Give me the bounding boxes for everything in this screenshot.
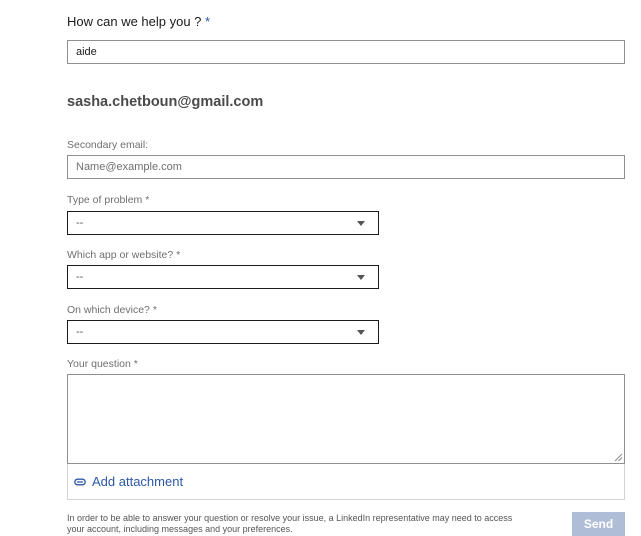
- your-question-textarea[interactable]: [67, 374, 625, 464]
- caret-down-icon: [357, 275, 365, 280]
- add-attachment-button[interactable]: [67, 464, 625, 500]
- secondary-email-input[interactable]: [67, 155, 625, 179]
- add-attachment-label: Add attachment: [92, 474, 184, 489]
- problem-type-select[interactable]: [67, 211, 379, 235]
- privacy-disclaimer: In order to be able to answer your question or resolve your issue, a LinkedIn representative may need to access your account, including messages and your preferences.: [67, 513, 513, 534]
- required-mark: *: [152, 304, 157, 316]
- help-question-label-text: How can we help you ?: [67, 14, 202, 29]
- secondary-email-label: Secondary email:: [67, 139, 149, 151]
- required-mark: *: [176, 249, 181, 261]
- resize-grip-icon[interactable]: [614, 453, 623, 462]
- required-mark: *: [133, 358, 138, 370]
- device-label-text: On which device?: [67, 304, 150, 316]
- send-button[interactable]: Send: [572, 512, 625, 536]
- help-question-label: [67, 14, 210, 29]
- app-website-select[interactable]: [67, 265, 379, 289]
- your-question-label-text: Your question: [67, 358, 131, 370]
- problem-type-selected: --: [76, 217, 84, 229]
- app-website-label: [67, 249, 180, 261]
- problem-type-label-text: Type of problem: [67, 194, 143, 206]
- help-question-input[interactable]: [67, 40, 625, 64]
- caret-down-icon: [357, 221, 365, 226]
- caret-down-icon: [357, 330, 365, 335]
- your-question-label: [67, 358, 138, 370]
- paperclip-icon: [74, 476, 86, 488]
- user-email: sasha.chetboun@gmail.com: [67, 94, 264, 110]
- device-selected: --: [76, 326, 84, 338]
- problem-type-label: [67, 194, 149, 206]
- required-mark: *: [205, 14, 211, 29]
- app-website-label-text: Which app or website?: [67, 249, 174, 261]
- device-label: [67, 304, 157, 316]
- required-mark: *: [145, 194, 150, 206]
- app-website-selected: --: [76, 271, 84, 283]
- device-select[interactable]: [67, 320, 379, 344]
